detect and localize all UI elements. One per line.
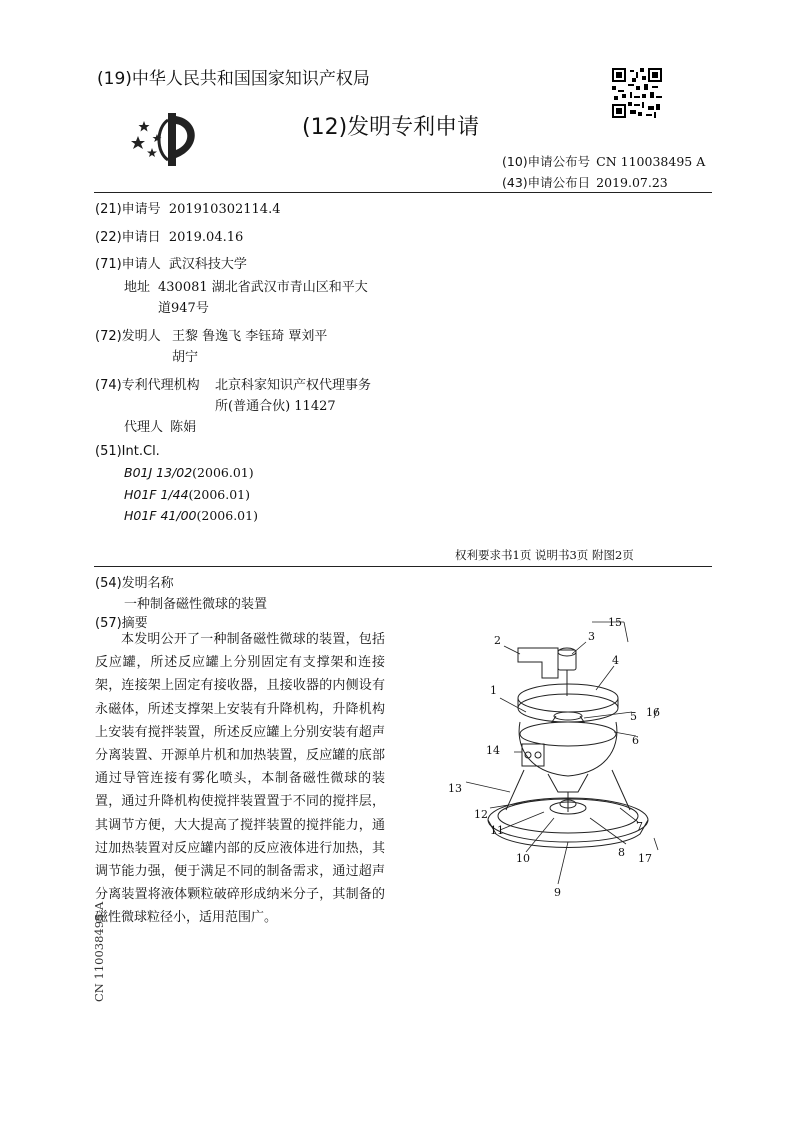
agency-line-2: 所(普通合伙) 11427 xyxy=(215,399,336,414)
ipc-code: H01F 41/00 xyxy=(124,508,197,523)
figure-label: 1 xyxy=(490,684,497,697)
application-number: 201910302114.4 xyxy=(168,202,281,217)
address-line-2: 道947号 xyxy=(158,301,209,316)
ipc-version: (2006.01) xyxy=(188,487,250,502)
address-line-1: 430081 湖北省武汉市青山区和平大 xyxy=(158,280,368,295)
ipc-code: H01F 1/44 xyxy=(124,487,189,502)
ipc-version: (2006.01) xyxy=(192,465,254,480)
ipc-version: (2006.01) xyxy=(196,508,258,523)
int-cl-label: (51)Int.Cl. xyxy=(95,444,160,459)
figure-label: 15 xyxy=(608,616,622,629)
application-date-row xyxy=(95,226,243,245)
page-counts: 权利要求书1页 说明书3页 附图2页 xyxy=(455,548,634,562)
figure-label: 3 xyxy=(588,630,595,643)
ipc-row xyxy=(124,465,254,480)
figure-label: 5 xyxy=(630,710,637,723)
application-date: 2019.04.16 xyxy=(168,230,244,245)
ipc-code: B01J 13/02 xyxy=(124,465,193,480)
office-name: (19)中华人民共和国国家知识产权局 xyxy=(97,69,370,89)
ipc-row xyxy=(124,508,258,523)
publication-date-label: (43)申请公布日 xyxy=(502,175,591,190)
figure-label: 7 xyxy=(636,820,643,833)
cnipa-logo xyxy=(130,108,210,168)
figure-label: 17 xyxy=(638,852,652,865)
applicant-label: (71)申请人 xyxy=(95,257,161,272)
abstract-text: 本发明公开了一种制备磁性微球的装置，包括反应罐，所述反应罐上分别固定有支撑架和连接架，连接架上固定有接收器，且接收器的内侧设有永磁体，所述支撑架上安装有升降机构，升降机构上安装有搅拌装置，所述反应罐上分别安装有超声分离装置、开源单片机和加热装置，反应罐的底部通过导管连接有雾化喷头，本制备磁性微球的装置，通过升降机构使搅拌装置置于不同的搅拌层，其调节方便，大大提高了搅拌装置的搅拌能力，通过加热装置对反应罐内部的反应液体进行加热，其调节能力强，便于满足不同的制备需求，通过超声分离装置将液体颗粒破碎形成纳米分子，其制备的磁性微球粒径小，适用范围广。 xyxy=(95,632,385,926)
application-number-row xyxy=(95,198,280,217)
address-label: 地址 xyxy=(124,280,151,295)
agency-line-1: 北京科家知识产权代理事务 xyxy=(215,378,372,393)
qr-code xyxy=(612,68,662,118)
application-date-label: (22)申请日 xyxy=(95,230,161,245)
publication-number-row xyxy=(502,152,705,170)
figure-label: 12 xyxy=(474,808,488,821)
side-publication-number: CN 110038495 A xyxy=(92,901,106,1002)
inventors-line-1: 王黎 鲁逸飞 李钰琦 覃刘平 xyxy=(172,329,328,344)
agent: 陈娟 xyxy=(170,420,197,435)
application-number-label: (21)申请号 xyxy=(95,202,161,217)
figure-label: 9 xyxy=(554,886,561,899)
publication-date: 2019.07.23 xyxy=(596,175,668,190)
applicant-row xyxy=(95,253,247,272)
agent-label: 代理人 xyxy=(124,420,164,435)
abstract-label: (57)摘要 xyxy=(95,616,148,631)
figure-label: 13 xyxy=(448,782,462,795)
inventor-label: (72)发明人 xyxy=(95,329,161,344)
device-figure xyxy=(440,612,690,912)
invention-title: 一种制备磁性微球的装置 xyxy=(124,597,268,612)
publication-number: CN 110038495 A xyxy=(596,154,706,169)
section-rule xyxy=(94,566,712,567)
publication-number-label: (10)申请公布号 xyxy=(502,154,591,169)
figure-label: 8 xyxy=(618,846,625,859)
figure-label: 16 xyxy=(646,706,660,719)
figure-label: 6 xyxy=(632,734,639,747)
figure-label: 2 xyxy=(494,634,501,647)
publication-date-row xyxy=(502,173,668,191)
agent-row xyxy=(124,416,196,435)
agency-label: (74)专利代理机构 xyxy=(95,378,200,393)
header-rule xyxy=(94,192,712,193)
ipc-row xyxy=(124,487,250,502)
inventors-line-2: 胡宁 xyxy=(172,350,199,365)
figure-label: 11 xyxy=(490,824,504,837)
document-type: (12)发明专利申请 xyxy=(302,115,480,140)
title-label: (54)发明名称 xyxy=(95,576,174,591)
figure-label: 10 xyxy=(516,852,530,865)
applicant: 武汉科技大学 xyxy=(168,257,247,272)
figure-label: 14 xyxy=(486,744,500,757)
figure-label: 4 xyxy=(612,654,619,667)
